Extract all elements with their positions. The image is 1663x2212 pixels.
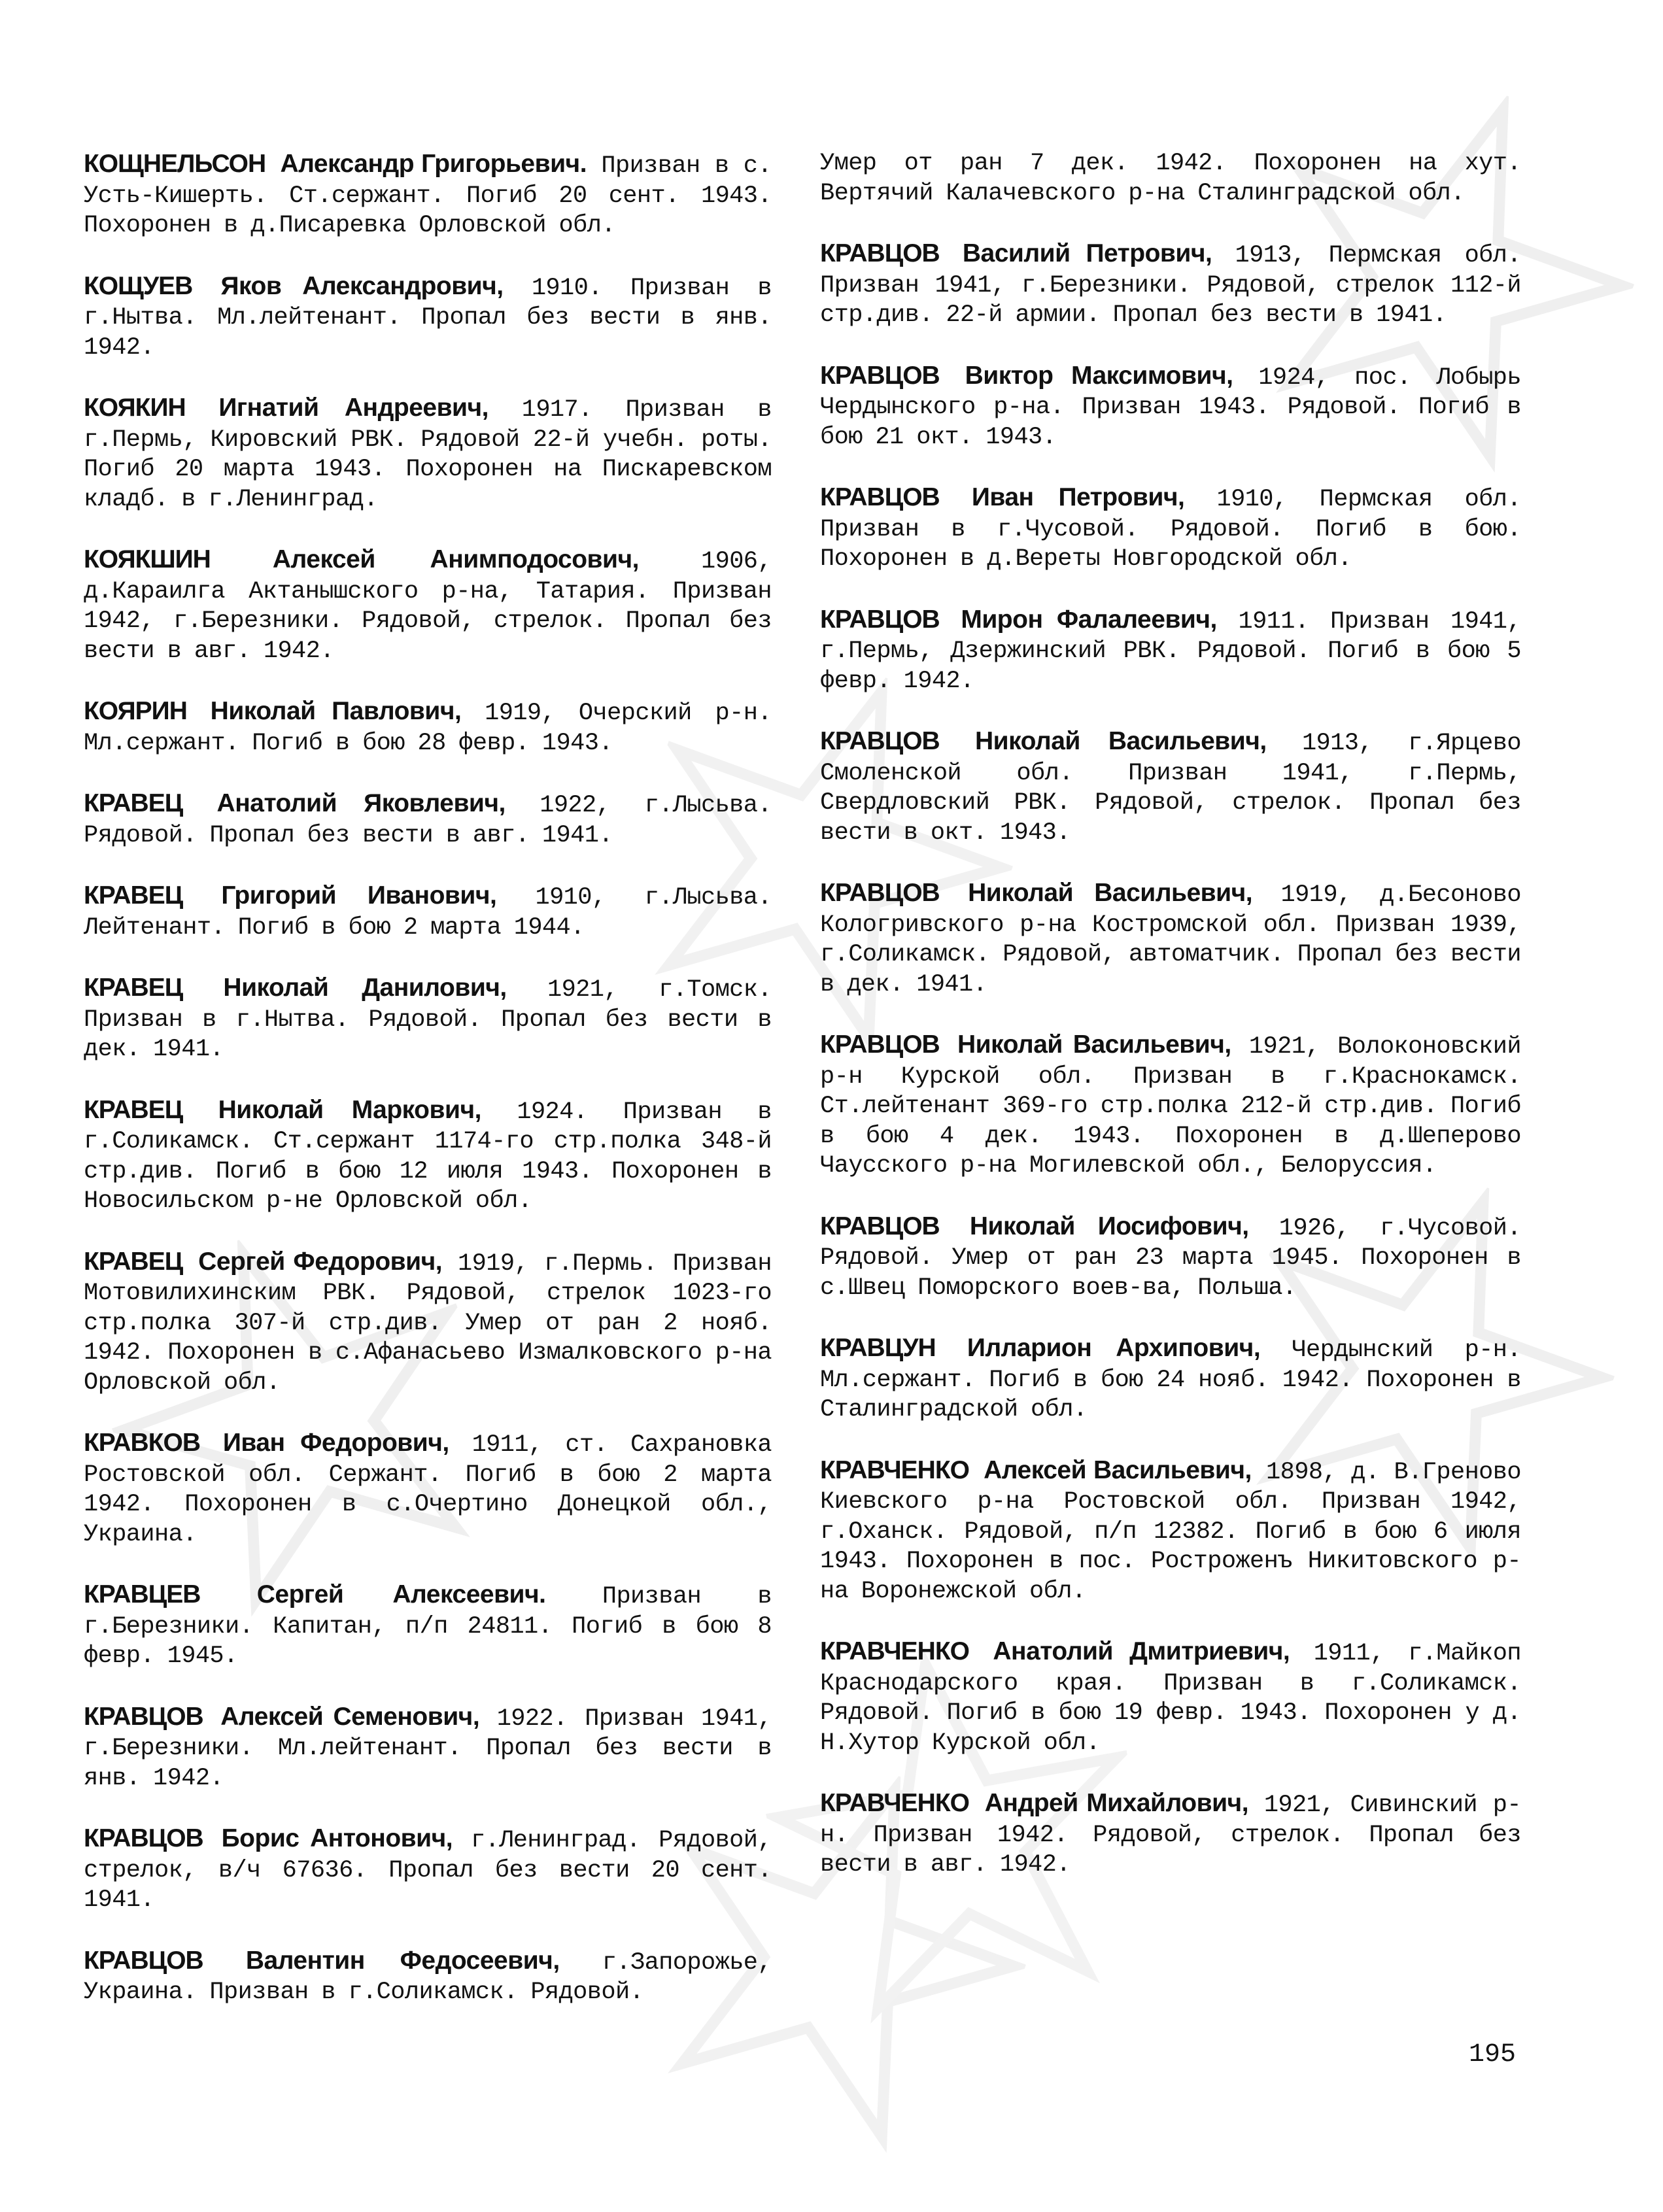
page-number: 195: [1469, 2040, 1517, 2069]
entry: [820, 483, 1521, 575]
entry-surname: КРАВЧЕНКО: [820, 1637, 969, 1665]
entry-surname: КРАВЦОВ: [820, 361, 940, 390]
entry-given-name: Иван Федорович,: [222, 1429, 449, 1457]
entry-given-name: Николай Павлович,: [210, 697, 462, 725]
entry-surname: КРАВЕЦ: [84, 974, 183, 1002]
entry-given-name: Андрей Михайлович,: [984, 1789, 1249, 1817]
entry: [820, 1030, 1521, 1182]
entry: [84, 393, 772, 515]
entry: [84, 1428, 772, 1550]
entry-text: 1919, г.Пермь. Призван Мотовилихинским РВК. Рядовой, стрелок 1023-го стр.полка 307-й стр.див. Умер от ран 2 нояб. 1942. Похоронен в с.Афанасьево Измалковского р-на Орловской обл.: [84, 1250, 772, 1397]
entry: [820, 605, 1521, 697]
entry-given-name: Николай Васильевич,: [974, 727, 1267, 755]
entry-given-name: Яков Александрович,: [220, 271, 504, 300]
entry-surname: КРАВЧЕНКО: [820, 1789, 969, 1817]
entry-text: 1898, д. В.Греново Киевского р-на Ростовской обл. Призван 1942, г.Оханск. Рядовой, п/п 12382. Погиб в бою 6 июля 1943. Похоронен в пос. Ростроженъ Никитовского р-на Воронежской обл.: [820, 1458, 1521, 1605]
entry: [820, 1637, 1521, 1758]
entry-given-name: Григорий Иванович,: [221, 881, 497, 910]
entry-text: 1911, ст. Сахрановка Ростовской обл. Сержант. Погиб в бою 2 марта 1942. Похоронен в с.Очертино Донецкой обл., Украина.: [84, 1431, 772, 1548]
entry-given-name: Сергей Алексеевич.: [256, 1580, 546, 1608]
entry-given-name: Иван Петрович,: [971, 483, 1185, 511]
entry-text: 1922, г.Лысьва. Рядовой. Пропал без вести в авг. 1941.: [84, 792, 772, 849]
entry-given-name: Илларион Архипович,: [967, 1334, 1261, 1362]
entry-given-name: Анатолий Дмитриевич,: [993, 1637, 1290, 1665]
entry-surname: КРАВЦЕВ: [84, 1580, 201, 1608]
entry-text: Чердынский р-н. Мл.сержант. Погиб в бою 24 нояб. 1942. Похоронен в Сталинградской обл.: [820, 1336, 1522, 1423]
entry-text: 1919, Очерский р-н. Мл.сержант. Погиб в бою 28 февр. 1943.: [84, 700, 772, 757]
entry-surname: КРАВЦУН: [820, 1334, 936, 1362]
entry-text: 1922. Призван 1941, г.Березники. Мл.лейтенант. Пропал без вести в янв. 1942.: [84, 1705, 772, 1792]
entry: [84, 973, 772, 1065]
entry-text: 1921, Волоконовский р-н Курской обл. Призван в г.Краснокамск. Ст.лейтенант 369-го стр.полка 212-й стр.див. Погиб в бою 4 дек. 1943. Похоронен в д.Шеперово Чаусского р-на Могилевской обл., Белоруссия.: [820, 1033, 1521, 1180]
entry-surname: КОЩНЕЛЬСОН: [84, 150, 266, 178]
entry: [84, 149, 772, 241]
right-column: [820, 149, 1521, 1911]
entry-surname: КРАВЦОВ: [820, 1212, 940, 1240]
entry: [84, 789, 772, 851]
entry-surname: КОЩУЕВ: [84, 271, 193, 300]
entry: [820, 1212, 1521, 1304]
entry-text: 1913, Пермская обл. Призван 1941, г.Березники. Рядовой, стрелок 112-й стр.див. 22-й армии. Пропал без вести в 1941.: [820, 242, 1521, 329]
entry: [820, 878, 1521, 1000]
entry-surname: КРАВЦОВ: [820, 239, 940, 267]
entry-text: 1910, Пермская обл. Призван в г.Чусовой. Рядовой. Погиб в бою. Похоронен в д.Вереты Новгородской обл.: [820, 486, 1521, 573]
entry-given-name: Сергей Федорович,: [198, 1247, 443, 1276]
entry: [84, 271, 772, 364]
entry-given-name: Алексей Анимподосович,: [272, 545, 639, 573]
entry: [820, 726, 1521, 848]
entry-surname: КОЯКИН: [84, 394, 186, 422]
entry-surname: КРАВЕЦ: [84, 1095, 183, 1124]
entry-text: 1919, д.Бесоново Кологривского р-на Костромской обл. Призван 1939, г.Соликамск. Рядовой, автоматчик. Пропал без вести в дек. 1941.: [820, 881, 1521, 998]
entry-given-name: Василий Петрович,: [962, 239, 1212, 267]
entry-given-name: Борис Антонович,: [221, 1824, 453, 1852]
entry: [820, 239, 1521, 331]
entry: [84, 1247, 772, 1399]
entry-text: 1917. Призван в г.Пермь, Кировский РВК. Рядовой 22-й учебн. роты. Погиб 20 марта 1943. Похоронен на Пискаревском кладб. в г.Ленинград.: [84, 396, 772, 513]
entry-given-name: Николай Маркович,: [218, 1095, 481, 1124]
entry: [84, 545, 772, 666]
left-column: [84, 149, 772, 2038]
entry: [84, 1580, 772, 1672]
entry: [84, 881, 772, 943]
entry-continuation: [820, 149, 1521, 209]
entry-text: 1910, г.Лысьва. Лейтенант. Погиб в бою 2 марта 1944.: [84, 884, 772, 942]
entry-given-name: Игнатий Андреевич,: [218, 394, 489, 422]
entry-text: 1926, г.Чусовой. Рядовой. Умер от ран 23 марта 1945. Похоронен в с.Швец Поморского воев-ва, Польша.: [820, 1214, 1521, 1302]
entry-given-name: Николай Васильевич,: [968, 879, 1253, 907]
entry-given-name: Александр Григорьевич.: [280, 150, 587, 178]
entry-surname: КРАВЕЦ: [84, 881, 183, 910]
entry-surname: КРАВЧЕНКО: [820, 1455, 969, 1484]
entry-given-name: Анатолий Яковлевич,: [216, 789, 506, 817]
entry-text: Призван в г.Березники. Капитан, п/п 24811. Погиб в бою 8 февр. 1945.: [84, 1583, 772, 1670]
entry-surname: КРАВЦОВ: [84, 1946, 203, 1975]
entry-given-name: Николай Данилович,: [223, 974, 507, 1002]
entry: [84, 1702, 772, 1794]
entry: [84, 1946, 772, 2008]
entry-text: 1910. Призван в г.Нытва. Мл.лейтенант. Пропал без вести в янв. 1942.: [84, 274, 772, 362]
entry-surname: КРАВЦОВ: [820, 879, 940, 907]
entry-given-name: Николай Васильевич,: [957, 1030, 1231, 1059]
entry: [820, 1788, 1521, 1880]
entry-given-name: Николай Иосифович,: [969, 1212, 1249, 1240]
entry-text: 1921, г.Томск. Призван в г.Нытва. Рядовой. Пропал без вести в дек. 1941.: [84, 976, 772, 1063]
entry-surname: КОЯРИН: [84, 697, 187, 725]
entry: [84, 1095, 772, 1217]
entry-text: 1906, д.Караилга Актанышского р-на, Татария. Призван 1942, г.Березники. Рядовой, стрелок. Пропал без вести в авг. 1942.: [84, 548, 772, 665]
entry-given-name: Виктор Максимович,: [965, 361, 1233, 390]
entry-text: 1911. Призван 1941, г.Пермь, Дзержинский РВК. Рядовой. Погиб в бою 5 февр. 1942.: [820, 607, 1521, 695]
entry-text: 1911, г.Майкоп Краснодарского края. Призван в г.Соликамск. Рядовой. Погиб в бою 19 февр. 1943. Похоронен у д. Н.Хутор Курской обл.: [820, 1640, 1521, 1757]
entry-surname: КРАВЕЦ: [84, 789, 183, 817]
entry-surname: КРАВЦОВ: [820, 727, 940, 755]
entry-given-name: Алексей Васильевич,: [984, 1455, 1252, 1484]
entry-surname: КРАВЦОВ: [820, 605, 940, 634]
entry-text: 1924, пос. Лобырь Чердынского р-на. Призван 1943. Рядовой. Погиб в бою 21 окт. 1943.: [820, 364, 1522, 451]
entry-surname: КРАВЕЦ: [84, 1247, 183, 1276]
entry: [84, 1824, 772, 1916]
entry-given-name: Валентин Федосеевич,: [245, 1946, 560, 1975]
entry-text: Призван в с. Усть-Кишерть. Ст.сержант. Погиб 20 сент. 1943. Похоронен в д.Писаревка Орловской обл.: [84, 152, 772, 239]
entry-text: г.Запорожье, Украина. Призван в г.Соликамск. Рядовой.: [84, 1948, 772, 2006]
entry-given-name: Мирон Фалалеевич,: [961, 605, 1217, 634]
entry-text: 1921, Сивинский р-н. Призван 1942. Рядовой, стрелок. Пропал без вести в авг. 1942.: [820, 1792, 1522, 1879]
entry-surname: КРАВКОВ: [84, 1429, 201, 1457]
entry-text: 1924. Призван в г.Соликамск. Ст.сержант 1174-го стр.полка 348-й стр.див. Погиб в бою 12 июля 1943. Похоронен в Новосильском р-не Орловской обл.: [84, 1098, 772, 1215]
entry-surname: КОЯКШИН: [84, 545, 211, 573]
entry-surname: КРАВЦОВ: [84, 1702, 203, 1731]
entry-text: г.Ленинград. Рядовой, стрелок, в/ч 67636. Пропал без вести 20 сент. 1941.: [84, 1827, 772, 1914]
entry-surname: КРАВЦОВ: [84, 1824, 203, 1852]
entry: [820, 1455, 1521, 1607]
entry-surname: КРАВЦОВ: [820, 1030, 940, 1059]
entry: [84, 696, 772, 758]
entry-surname: КРАВЦОВ: [820, 483, 940, 511]
entry-text: 1913, г.Ярцево Смоленской обл. Призван 1941, г.Пермь, Свердловский РВК. Рядовой, стрелок. Пропал без вести в окт. 1943.: [820, 730, 1521, 847]
entry: [820, 361, 1521, 453]
entry: [820, 1333, 1521, 1425]
entry-given-name: Алексей Семенович,: [220, 1702, 480, 1731]
entry-text: Умер от ран 7 дек. 1942. Похоронен на хут. Вертячий Калачевского р-на Сталинградской обл.: [820, 150, 1521, 207]
